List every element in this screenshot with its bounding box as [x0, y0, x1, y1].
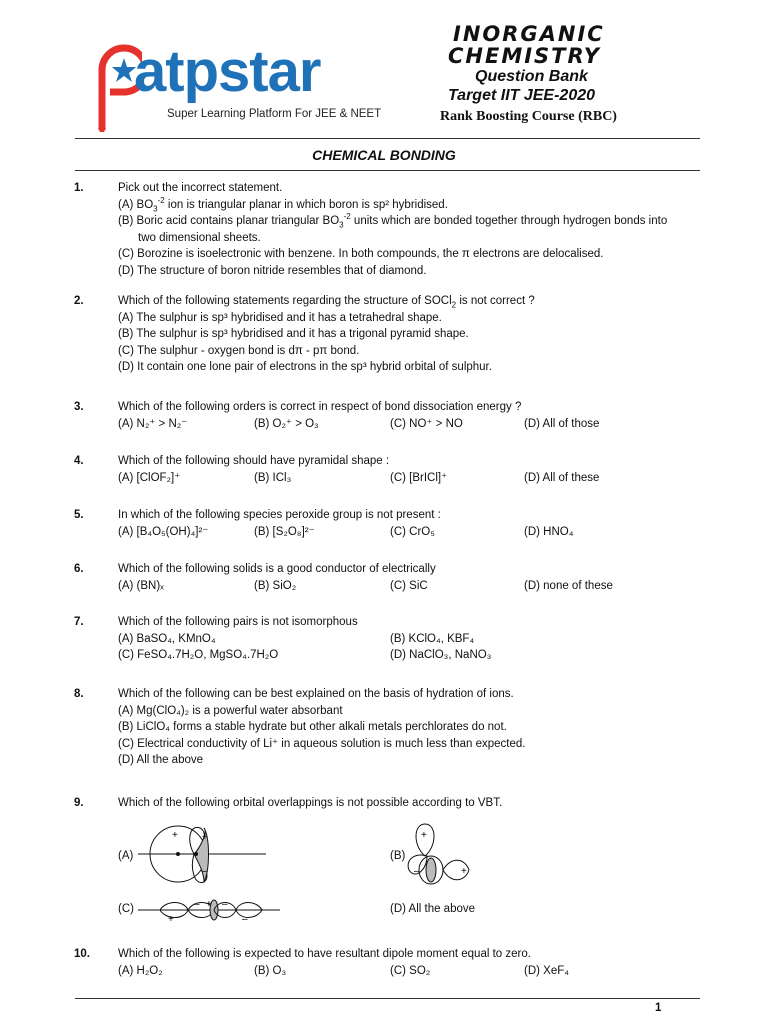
question-stem: Pick out the incorrect statement. — [118, 182, 283, 194]
option-d: (D) HNO₄ — [524, 525, 574, 538]
option-a: (A) BaSO₄, KMnO₄ — [118, 632, 216, 645]
header-divider — [75, 138, 700, 139]
question-number: 10. — [74, 948, 90, 960]
svg-text:+: + — [461, 866, 467, 877]
option-b: (B) ICl₃ — [254, 471, 292, 484]
svg-text:+: + — [206, 899, 212, 910]
option-a: (A) (BN)ₓ — [118, 579, 164, 592]
svg-text:–: – — [414, 866, 420, 877]
option-b: (B) SiO₂ — [254, 579, 297, 592]
option-b: (B) The sulphur is sp³ hybridised and it has a trigonal pyramid shape. — [118, 328, 469, 340]
option-a: (A) N₂⁺ > N₂⁻ — [118, 417, 188, 430]
option-a: (A) The sulphur is sp³ hybridised and it has a tetrahedral shape. — [118, 311, 442, 324]
option-d: (D) The structure of boron nitride resembles that of diamond. — [118, 264, 427, 277]
subject-title-line2: CHEMISTRY — [448, 44, 601, 68]
brand-logo — [92, 40, 392, 135]
question-number: 3. — [74, 401, 84, 413]
question-number: 7. — [74, 616, 84, 628]
question-stem: Which of the following is expected to have resultant dipole moment equal to zero. — [118, 948, 531, 960]
option-b: (B) KClO₄, KBF₄ — [390, 632, 475, 645]
chapter-title: CHEMICAL BONDING — [312, 147, 456, 163]
footer-divider — [75, 998, 700, 999]
course-label: Rank Boosting Course (RBC) — [440, 109, 617, 124]
question-number: 4. — [74, 455, 84, 467]
question-stem: Which of the following solids is a good conductor of electrically — [118, 563, 436, 575]
option-a: (A) Mg(ClO₄)₂ is a powerful water absorbant — [118, 704, 343, 717]
option-d: (D) All of these — [524, 471, 600, 484]
option-d: (D) NaClO₃, NaNO₃ — [390, 649, 492, 661]
option-d: (D) All the above — [118, 754, 204, 766]
question-number: 8. — [74, 688, 84, 700]
question-stem: In which of the following species peroxide group is not present : — [118, 509, 441, 521]
question-number: 1. — [74, 182, 84, 194]
option-a: (A) H₂O₂ — [118, 964, 163, 977]
orbital-overlap-b-diagram — [405, 816, 485, 890]
question-stem: Which of the following orders is correct in respect of bond dissociation energy ? — [118, 401, 522, 413]
option-c: (C) Electrical conductivity of Li⁺ in aqueous solution is much less than expected. — [118, 737, 526, 750]
option-b-label: (B) — [390, 850, 406, 862]
option-d: (D) It contain one lone pair of electrons in the sp³ hybrid orbital of sulphur. — [118, 361, 492, 373]
option-b: (B) O₂⁺ > O₃ — [254, 417, 319, 430]
target-label: Target IIT JEE-2020 — [448, 87, 596, 104]
option-c: (C) SiC — [390, 579, 428, 592]
question-number: 9. — [74, 797, 84, 809]
option-c: (C) The sulphur - oxygen bond is dπ - pπ bond. — [118, 344, 360, 357]
option-d: (D) none of these — [524, 579, 613, 592]
title-divider — [75, 170, 700, 171]
svg-text:+: + — [202, 832, 208, 843]
option-d: (D) All the above — [390, 903, 476, 915]
logo-wordmark: atpstar — [134, 39, 321, 104]
option-a: (A) [B₄O₅(OH)₄]²⁻ — [118, 525, 209, 538]
orbital-overlap-a-diagram — [138, 818, 268, 898]
subject-title-line1: INORGANIC — [453, 22, 605, 46]
option-b: (B) O₃ — [254, 964, 287, 977]
svg-text:–: – — [194, 899, 200, 910]
page-number: 1 — [655, 1002, 662, 1014]
question-number: 6. — [74, 563, 84, 575]
option-c: (C) CrO₅ — [390, 525, 435, 538]
logo-tagline: Super Learning Platform For JEE & NEET — [167, 108, 382, 120]
option-c: (C) NO⁺ > NO — [390, 417, 463, 430]
svg-text:–: – — [242, 914, 248, 925]
svg-text:–: – — [202, 866, 208, 877]
option-c: (C) [BrICl]⁺ — [390, 471, 448, 484]
option-c-label: (C) — [118, 903, 134, 915]
orbital-overlap-c-diagram — [138, 896, 283, 926]
option-d: (D) XeF₄ — [524, 964, 569, 977]
option-b: (B) [S₂O₈]²⁻ — [254, 525, 315, 538]
svg-text:+: + — [172, 830, 178, 841]
question-stem: Which of the following orbital overlappings is not possible according to VBT. — [118, 797, 503, 809]
option-a: (A) [ClOF₂]⁺ — [118, 471, 181, 484]
option-b: (B) Boric acid contains planar triangular $BO_3^{-2}$ units which are bonded together through hydrogen bonds into — [118, 212, 668, 230]
question-stem: Which of the following pairs is not isomorphous — [118, 616, 358, 628]
option-b: (B) LiClO₄ forms a stable hydrate but other alkali metals perchlorates do not. — [118, 721, 507, 733]
option-c: (C) Borozine is isoelectronic with benzene. In both compounds, the π electrons are delocalised. — [118, 248, 604, 260]
option-a-label: (A) — [118, 850, 134, 862]
option-c: (C) SO₂ — [390, 964, 431, 977]
option-d: (D) All of those — [524, 417, 600, 430]
question-number: 5. — [74, 509, 84, 521]
option-b-continued: two dimensional sheets. — [138, 231, 261, 244]
question-stem: Which of the following statements regarding the structure of SOCl$_2$ is not correct ? — [118, 295, 535, 310]
question-stem: Which of the following can be best explained on the basis of hydration of ions. — [118, 688, 514, 700]
option-a: (A) $BO_3^{-2}$ ion is triangular planar in which boron is sp² hybridised. — [118, 195, 448, 213]
svg-text:+: + — [421, 830, 427, 841]
svg-text:–: – — [222, 899, 228, 910]
question-stem: Which of the following should have pyramidal shape : — [118, 455, 390, 467]
svg-text:+: + — [168, 914, 174, 925]
question-number: 2. — [74, 295, 84, 307]
option-c: (C) FeSO₄.7H₂O, MgSO₄.7H₂O — [118, 649, 279, 661]
question-bank-label: Question Bank — [475, 68, 588, 85]
